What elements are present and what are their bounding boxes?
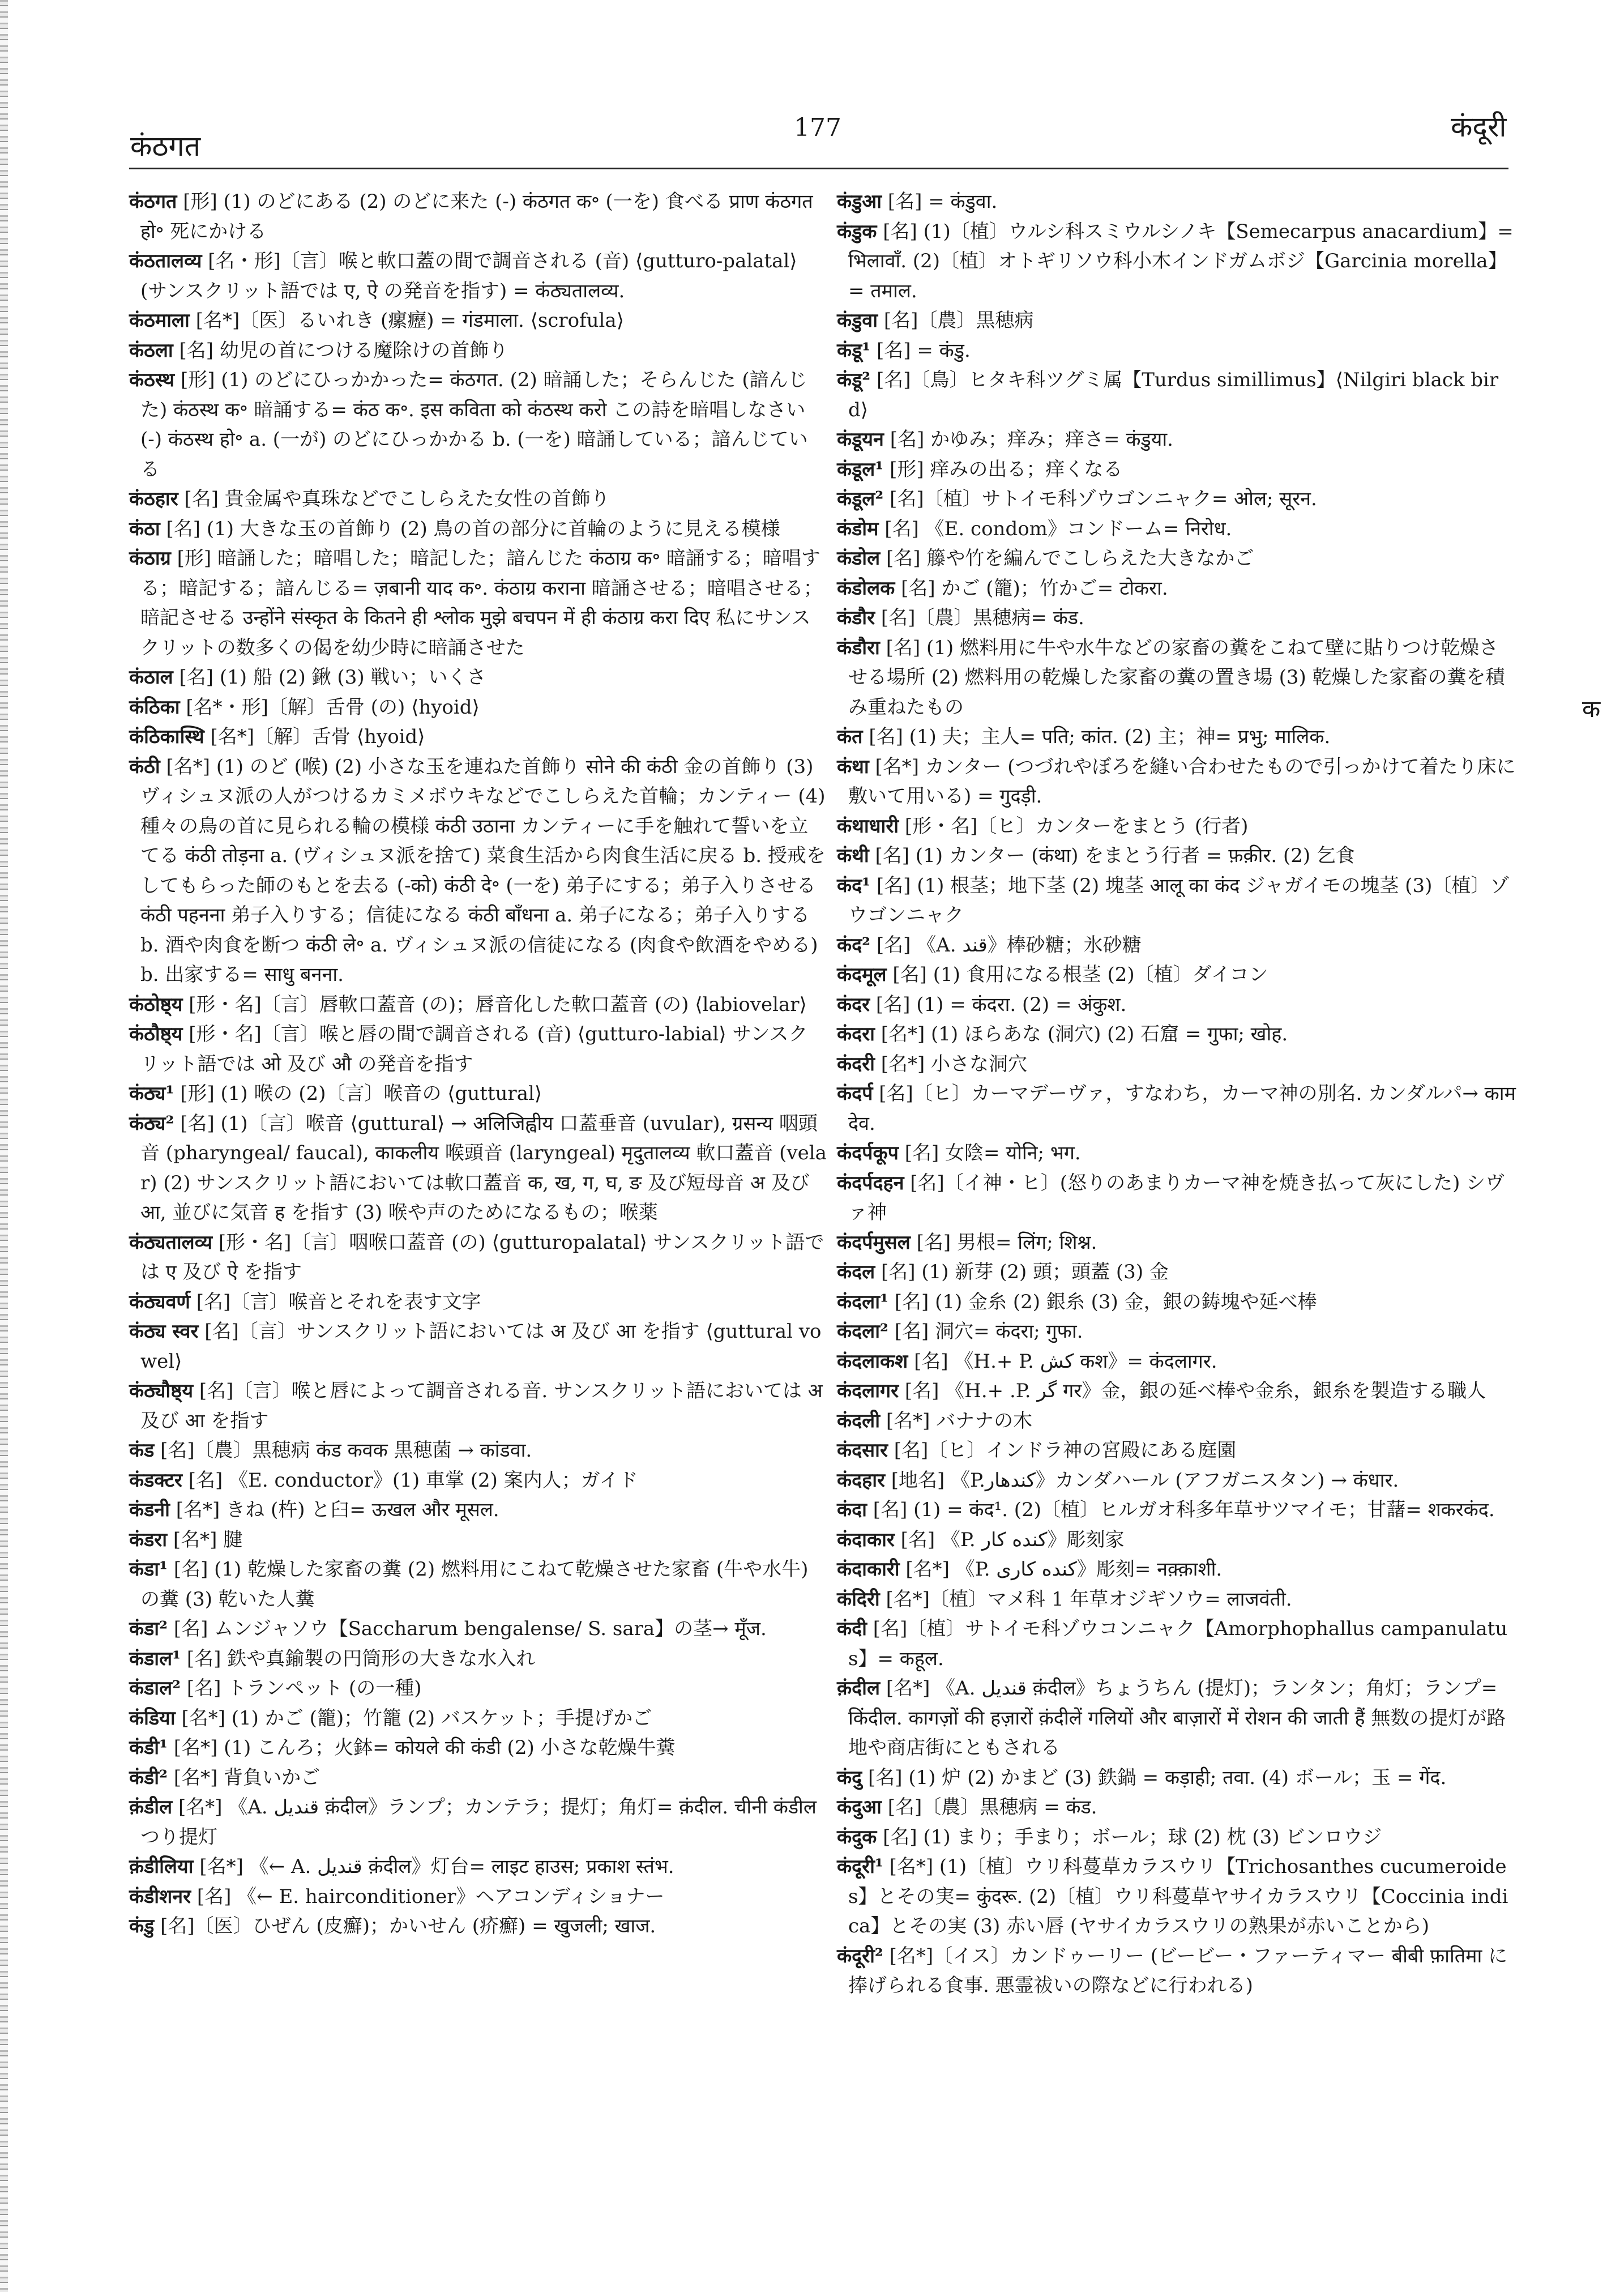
definition: [名] (1) 新芽 (2) 頭；頭蓋 (3) 金 (881, 1261, 1169, 1283)
definition: [名]〔言〕喉音とそれを表す文字 (196, 1290, 481, 1313)
definition: [名]〔農〕黒穂病 (883, 309, 1034, 332)
definition: [名] 《H.+ P. کش कश》= कंदलागर. (914, 1350, 1217, 1373)
definition: [名] (1) = कंद¹. (2)〔植〕ヒルガオ科多年草サツマイモ；甘藷= शकरकंद. (873, 1499, 1495, 1521)
dictionary-entry (837, 1436, 1516, 1466)
headword: कंत (837, 725, 863, 748)
headword: कंडुक (837, 220, 877, 243)
dictionary-entry (837, 306, 1516, 336)
headword: कंडी¹ (129, 1736, 168, 1759)
definition: [名] (1) 燃料用に牛や水牛などの家畜の糞をこねて壁に貼りつけ乾燥させる場所 (2) 燃料用の乾燥した家畜の糞の置き場 (3) 乾燥した家畜の糞を積み重ねたもの (848, 636, 1505, 719)
headword: कंडीशनर (129, 1885, 191, 1908)
headword: क़ंडील (129, 1796, 173, 1819)
definition: [名*] 小さな洞穴 (881, 1052, 1028, 1075)
dictionary-entry (129, 1555, 827, 1614)
headword: कंठस्थ (129, 369, 175, 391)
headword: कंदर्पमुसल (837, 1231, 911, 1254)
dictionary-entry (837, 1466, 1516, 1496)
dictionary-entry (837, 1376, 1516, 1406)
definition: [名] (1) 食用になる根茎 (2)〔植〕ダイコン (892, 963, 1268, 986)
definition: [名*] 腱 (173, 1528, 243, 1551)
definition: [名]〔植〕サトイモ科ゾウコンニャク【Amorphophallus campanulatus】= कहूल. (848, 1617, 1508, 1670)
definition: [形・名]〔言〕咽喉口蓋音 (の) ⟨gutturopalatal⟩ サンスクリット語では ए 及び ऐ を指す (140, 1231, 824, 1283)
headword: कंदुआ (837, 1796, 882, 1819)
definition: [名] 鉄や真鍮製の円筒形の大きな水入れ (186, 1647, 536, 1670)
headword: कंडू¹ (837, 339, 871, 362)
headword: कंथी (837, 844, 869, 867)
definition: [名] 《← E. hairconditioner》ヘアコンディショナー (196, 1885, 665, 1908)
dictionary-entry (837, 752, 1516, 812)
dictionary-entry (837, 1792, 1516, 1822)
headword: कंडौर (837, 607, 875, 629)
dictionary-entry (837, 425, 1516, 455)
definition: [名]〔農〕黒穂病 कंड कवक 黒穂菌 → कांडवा. (160, 1439, 532, 1462)
dictionary-entry (837, 1585, 1516, 1615)
headword: कंठिकास्थि (129, 725, 204, 748)
headword: कंठहार (129, 488, 178, 510)
definition: [名] (1) 乾燥した家畜の糞 (2) 燃料用にこねて乾燥させた家畜 (牛や水牛) の糞 (3) 乾いた人糞 (140, 1558, 809, 1611)
definition: [名*] (1)〔植〕ウリ科蔓草カラスウリ【Trichosanthes cucumeroides】とその実= कुंदरू. (2)〔植〕ウリ科蔓草ヤサイカラスウリ【Coccinia indica】とその実 (3) 赤い唇 (ヤサイカラスウリの熟果が赤いことから) (848, 1855, 1508, 1937)
headword: कंठी (129, 755, 160, 778)
headword: कंथा (837, 755, 869, 778)
definition: [名] (1) カンター (कंथा) をまとう行者 = फ़क़ीर. (2) 乞食 (875, 844, 1355, 867)
dictionary-entry (129, 514, 827, 544)
headword: कंठगत (129, 190, 177, 213)
dictionary-entry (837, 187, 1516, 217)
dictionary-entry (129, 1109, 827, 1228)
definition: [名*] (1) ほらあな (洞穴) (2) 石窟 = गुफा; खोह. (881, 1023, 1288, 1045)
headword: कंडाल² (129, 1677, 181, 1700)
headword: कंडोम (837, 517, 879, 540)
headword: कंदलागर (837, 1380, 899, 1402)
definition: [名] (1) 船 (2) 鍬 (3) 戦い；いくさ (179, 666, 486, 689)
dictionary-entry (837, 217, 1516, 306)
definition: [名*]〔イス〕カンドゥーリー (ビービー・ファーティマー बीबी फ़ातिमा に捧げられる食事. 悪霊祓いの際などに行われる) (848, 1944, 1508, 1997)
definition: [名*] 《← A. قنديل क़ंदील》灯台= लाइट हाउस; प्रकाश स्तंभ. (199, 1855, 674, 1878)
headword: कंदलाकश (837, 1350, 908, 1373)
definition: [名] (1) = कंदरा. (2) = अंकुश. (875, 993, 1127, 1016)
dictionary-entry (129, 1287, 827, 1317)
dictionary-entry (129, 663, 827, 693)
headword: कंदर (837, 993, 870, 1016)
headword: कंडूल² (837, 488, 884, 510)
dictionary-entry (837, 1852, 1516, 1941)
definition: [名] ムンジャソウ【Saccharum bengalense/ S. sara】の茎→ मूँज. (173, 1617, 767, 1640)
definition: [名]〔ヒ〕インドラ神の宮殿にある庭園 (894, 1439, 1237, 1462)
dictionary-entry (837, 1138, 1516, 1168)
dictionary-entry (837, 931, 1516, 961)
dictionary-entry (129, 1792, 827, 1852)
headword: कंठ्य स्वर (129, 1320, 199, 1343)
dictionary-entry (837, 1525, 1516, 1555)
definition: [名]〔農〕黒穂病= कंड. (881, 607, 1084, 629)
dictionary-entry (129, 1674, 827, 1704)
headword: कंठोष्ठ्य (129, 993, 183, 1016)
header-rule (129, 168, 1508, 169)
dictionary-entry (129, 544, 827, 663)
definition: [名]〔ヒ〕カーマデーヴァ，すなわち，カーマ神の別名. カンダルパ→ कामदेव. (848, 1082, 1516, 1135)
headword: कंथाधारी (837, 814, 899, 838)
definition: [名] 《E. conductor》(1) 車掌 (2) 案内人；ガイド (188, 1469, 638, 1492)
headword: कंडौरा (837, 636, 880, 659)
dictionary-entry (837, 871, 1516, 931)
definition: [名] = कंडुवा. (887, 190, 998, 213)
headword: कंडोल (837, 547, 881, 570)
dictionary-entry (837, 455, 1516, 485)
headword: कंडनी (129, 1499, 170, 1521)
dictionary-entry (129, 1852, 827, 1882)
headword: क़ंडीलिया (129, 1855, 194, 1878)
definition: [名] 洞穴= कंदरा; गुफा. (894, 1320, 1083, 1343)
headword: कंठ्य² (129, 1112, 174, 1135)
headword: कंडूयन (837, 428, 884, 451)
definition: [形・名]〔言〕唇軟口蓋音 (の)；唇音化した軟口蓋音 (の) ⟨labiovelar⟩ (189, 993, 807, 1016)
definition: [名*] (1) こんろ；火鉢= कोयले की कंडी (2) 小さな乾燥牛糞 (173, 1736, 676, 1759)
dictionary-entry (837, 1079, 1516, 1138)
dictionary-entry (837, 1941, 1516, 2001)
headword: कंडी² (129, 1766, 168, 1789)
headword: कंदर्प (837, 1082, 873, 1105)
definition: [名] トランペット (の一種) (186, 1677, 422, 1700)
headword: कंडूल¹ (837, 458, 884, 481)
headword: कंदूरी² (837, 1944, 883, 1967)
definition: [名*] カンター (つづれやぼろを縫い合わせたもので引っかけて着たり床に敷いて用いる) = गुदड़ी. (848, 755, 1516, 808)
headword: कंडुआ (837, 190, 882, 213)
definition: [名] 女陰= योनि; भग. (904, 1142, 1081, 1164)
headword: कंठिका (129, 695, 180, 719)
headword: कंडु (129, 1915, 155, 1937)
definition: [名*] 《A. قنديل क़ंदील》ランプ；カンテラ；提灯；角灯= क़ंदील. चीनी कंडील つり提灯 (140, 1796, 817, 1849)
definition: [名*] きね (杵) と臼= ऊखल और मूसल. (176, 1499, 499, 1521)
dictionary-entry (837, 574, 1516, 604)
definition: [名] (1) 炉 (2) かまど (3) 鉄鍋 = कड़ाही; तवा. (4) ボール；玉 = गेंद. (867, 1766, 1447, 1789)
definition: [名*] 《A. قنديل क़ंदील》ちょうちん (提灯)；ランタン；角灯；ランプ= किंदील. कागज़ों की हज़ारों क़ंदीलें गलियों और बाज़ारों में रोशन की जाती हैं 無数の提灯が路地や商店街にともされる (848, 1677, 1506, 1759)
definition: [名*] バナナの木 (886, 1409, 1033, 1432)
dictionary-entry (837, 812, 1516, 842)
definition: [名] (1)〔言〕喉音 ⟨guttural⟩ → अलिजिह्वीय 口蓋垂音 (uvular), ग्रसन्य 咽頭音 (pharyngeal/ faucal), काकलीय 喉頭音 (laryngeal) मृदुतालव्य 軟口蓋音 (velar) (2) サンスクリット語においては軟口蓋音 क, ख, ग, घ, ङ 及び短母音 अ 及び आ, 並びに気音 ह を指す (3) 喉や声のためになるもの；喉薬 (140, 1112, 827, 1224)
headword: कंदुक (837, 1825, 877, 1849)
definition: [名*] (1) かご (籠)；竹籠 (2) バスケット；手提げかご (181, 1706, 652, 1730)
definition: [名・形]〔言〕喉と軟口蓋の間で調音される (音) ⟨gutturo-palatal⟩ (サンスクリット語では ए, ऐ の発音を指す) = कंठ्यतालव्य. (140, 250, 797, 302)
headword: कंठाग्र (129, 547, 171, 570)
definition: [名] 《A. قند》棒砂糖；氷砂糖 (876, 933, 1142, 957)
dictionary-entry (129, 1644, 827, 1674)
definition: [名] = कंडु. (877, 339, 971, 362)
headword: कंदर्पदहन (837, 1171, 904, 1194)
dictionary-entry (837, 1495, 1516, 1525)
headword: कंदरी (837, 1052, 875, 1075)
running-head-right: कंदूरी (1451, 110, 1507, 143)
headword: कंडा² (129, 1617, 168, 1640)
dictionary-entry (129, 722, 827, 752)
definition: [形] 痒みの出る；痒くなる (890, 458, 1123, 481)
dictionary-entry (837, 603, 1516, 633)
headword: कंठौष्ठ्य (129, 1023, 183, 1045)
dictionary-entry (129, 336, 827, 366)
dictionary-entry (129, 187, 827, 246)
headword: कंठ्यतालव्य (129, 1231, 213, 1254)
dictionary-entry (129, 1614, 827, 1644)
dictionary-entry (837, 960, 1516, 990)
dictionary-entry (837, 1763, 1516, 1793)
definition: [名*]〔植〕マメ科 1 年草オジギソウ= लाजवंती. (886, 1587, 1292, 1611)
dictionary-entry (837, 544, 1516, 574)
headword: कंदला² (837, 1320, 888, 1343)
headword: कंडाल¹ (129, 1647, 181, 1670)
dictionary-entry (837, 1822, 1516, 1853)
headword: कंद¹ (837, 874, 871, 897)
headword: कंदाकारी (837, 1558, 900, 1581)
definition: [形・名]〔ヒ〕カンターをまとう (行者) (904, 814, 1249, 838)
definition: [名] かゆみ；痒み；痒さ= कंडुया. (890, 428, 1173, 451)
headword: कंठला (129, 339, 173, 362)
dictionary-entry (129, 1495, 827, 1525)
definition: [名] 幼児の首につける魔除けの首飾り (179, 339, 508, 362)
definition: [名*] 《P. کنده کاری》彫刻= नक़्क़ाशी. (905, 1558, 1223, 1581)
headword: कंठ्य¹ (129, 1082, 174, 1105)
headword: कंडरा (129, 1528, 168, 1551)
headword: कंदला¹ (837, 1290, 888, 1313)
headword: कंठ्यवर्ण (129, 1290, 190, 1313)
definition: [名] (1) 夫；主人= पति; कांत. (2) 主；神= प्रभु; मालिक. (869, 725, 1331, 748)
headword: कंदा (837, 1499, 867, 1521)
headword: कंदाकार (837, 1528, 895, 1551)
headword: कंद² (837, 933, 871, 957)
definition: [名] 《H.+ .P. گر गर》金，銀の延べ棒や金糸，銀糸を製造する職人 (904, 1380, 1486, 1402)
dictionary-entry (129, 1882, 827, 1912)
dictionary-entry (129, 1376, 827, 1436)
headword: कंदली (837, 1409, 881, 1432)
definition: [名] (1) まり；手まり；ボール；球 (2) 枕 (3) ビンロウジ (883, 1825, 1382, 1849)
headword: कंदिरी (837, 1587, 880, 1611)
definition: [名] (1) 根茎；地下茎 (2) 塊茎 आलू का कंद ジャガイモの塊茎 (3)〔植〕ゾウゴンニャク (848, 874, 1510, 927)
dictionary-entry (837, 1674, 1516, 1763)
definition: [名]〔鳥〕ヒタキ科ツグミ属【Turdus simillimus】⟨Nilgiri black bird⟩ (848, 369, 1499, 421)
definition: [名*]〔医〕るいれき (瘰癧) = गंडमाला. ⟨scrofula⟩ (195, 309, 624, 332)
definition: [名] 籐や竹を編んでこしらえた大きなかご (886, 547, 1254, 570)
headword: कंदु (837, 1766, 862, 1789)
headword: कंदल (837, 1261, 875, 1283)
definition: [名*] (1) のど (喉) (2) 小さな玉を連ねた首飾り सोने की कंठी 金の首飾り (3) ヴィシュヌ派の人がつけるカミメボウキなどでこしらえた首輪；カンティー (4) 種々の鳥の首に見られる輪の模様 कंठी उठाना カンティーに手を触れて誓いを立てる कंठी तोड़ना a. (ヴィシュヌ派を捨て) 菜食生活から肉食生活に戻る b. 授戒をしてもらった師のもとを去る (-को) कंठी दे॰ (一を) 弟子にする；弟子入りさせる कंठी पहनना 弟子入りする；信徒になる कंठी बाँधना a. 弟子になる；弟子入りする b. 酒や肉食を断つ कंठी ले॰ a. ヴィシュヌ派の信徒になる (肉食や飲酒をやめる) b. 出家する= साधु बनना. (140, 755, 826, 986)
dictionary-entry (837, 1614, 1516, 1674)
dictionary-entry (129, 693, 827, 723)
dictionary-entry (129, 484, 827, 514)
headword: कंठा (129, 517, 160, 540)
dictionary-entry (837, 1168, 1516, 1228)
headword: कंदरा (837, 1023, 875, 1045)
definition: [名] 《P. کنده کار》彫刻家 (900, 1528, 1125, 1551)
definition: [名*・形]〔解〕舌骨 (の) ⟨hyoid⟩ (186, 695, 480, 719)
definition: [名*] 背負いかご (173, 1766, 320, 1789)
running-head-left: कंठगत (130, 130, 201, 163)
definition: [形] (1) のどにひっかかった= कंठगत. (2) 暗誦した；そらんじた (諳んじた) कंठस्थ क॰ 暗誦する= कंठ क॰. इस कविता को कंठस्थ करो この詩を暗唱しなさい (-) कंठस्थ हो॰ a. (一が) のどにひっかかる b. (一を) 暗誦している；諳んじている (140, 369, 808, 481)
dictionary-entry (129, 752, 827, 990)
headword: कंडुवा (837, 309, 878, 332)
dictionary-entry (837, 1406, 1516, 1436)
headword: कंडा¹ (129, 1558, 168, 1581)
headword: कंदूरी¹ (837, 1855, 883, 1878)
headword: कंडिया (129, 1706, 176, 1730)
definition: [名] 貴金属や真珠などでこしらえた女性の首飾り (184, 488, 610, 510)
headword: कंठ्यौष्ठ्य (129, 1380, 194, 1402)
headword: कंठतालव्य (129, 250, 202, 272)
headword: कंड (129, 1439, 155, 1462)
dictionary-entry (837, 1347, 1516, 1377)
dictionary-entry (837, 1049, 1516, 1079)
dictionary-entry (837, 1555, 1516, 1585)
dictionary-entry (837, 841, 1516, 871)
definition: [名]〔言〕喉と唇によって調音される音. サンスクリット語においては अ 及び आ を指す (140, 1380, 823, 1432)
dictionary-entry (129, 1733, 827, 1763)
dictionary-entry (129, 1704, 827, 1734)
dictionary-entry (837, 1287, 1516, 1317)
headword: क़ंदील (837, 1677, 881, 1700)
right-column (837, 187, 1516, 2001)
dictionary-entry (837, 1019, 1516, 1049)
headword: कंडोलक (837, 577, 895, 600)
thumb-index-letter: क (1582, 695, 1601, 723)
definition: [名] かご (籠)；竹かご= टोकरा. (901, 577, 1168, 600)
headword: कंदर्पकूप (837, 1142, 899, 1164)
definition: [名]〔植〕サトイモ科ゾウゴンニャク= ओल; सूरन. (890, 488, 1317, 510)
definition: [名*]〔解〕舌骨 ⟨hyoid⟩ (210, 725, 425, 748)
definition: [形] (1) のどにある (2) のどに来た (-) कंठगत क॰ (一を) 食べる प्राण कंठगत हो॰ 死にかける (140, 190, 813, 243)
dictionary-entry (837, 1317, 1516, 1347)
definition: [形] 暗誦した；暗唱した；暗記した；諳んじた कंठाग्र क॰ 暗誦する；暗唱する；暗記する；諳んじる= ज़बानी याद क॰. कंठाग्र कराना 暗誦させる；暗唱させる；暗記させる उन्होंने संस्कृत के कितने ही श्लोक मुझे बचपन में ही कंठाग्र करा दिए 私にサンスクリットの数多くの偈を幼少時に暗誦させた (140, 547, 823, 659)
dictionary-entry (129, 365, 827, 484)
dictionary-entry (129, 1079, 827, 1109)
dictionary-entry (129, 1228, 827, 1287)
headword: कंदमूल (837, 963, 887, 986)
dictionary-entry (129, 1763, 827, 1793)
dictionary-entry (129, 246, 827, 306)
definition: [形] (1) 喉の (2)〔言〕喉音の ⟨guttural⟩ (180, 1082, 542, 1105)
headword: कंठाल (129, 666, 173, 689)
definition: [名] (1)〔植〕ウルシ科スミウルシノキ【Semecarpus anacardium】= भिलावाँ. (2)〔植〕オトギリソウ科小木インドガムボジ【Garcinia morella】= तमाल. (848, 220, 1514, 302)
dictionary-entry (837, 990, 1516, 1020)
left-column (129, 187, 827, 1941)
headword: कंडक्टर (129, 1469, 182, 1492)
dictionary-entry (129, 1525, 827, 1555)
dictionary-entry (129, 1019, 827, 1079)
definition: [形・名]〔言〕喉と唇の間で調音される (音) ⟨gutturo-labial⟩ サンスクリット語では ओ 及び औ の発音を指す (140, 1023, 808, 1075)
dictionary-entry (837, 722, 1516, 752)
definition: [名]〔言〕サンスクリット語においては अ 及び आ を指す ⟨guttural vowel⟩ (140, 1320, 822, 1373)
definition: [名] (1) 大きな玉の首飾り (2) 鳥の首の部分に首輪のように見える模様 (166, 517, 780, 540)
dictionary-entry (837, 336, 1516, 366)
definition: [名] 《E. condom》コンドーム= निरोध. (884, 517, 1232, 540)
definition: [地名] 《P.کندهار》カンダハール (アフガニスタン) → कंधार. (891, 1469, 1399, 1492)
dictionary-entry (129, 1317, 827, 1376)
dictionary-entry (129, 990, 827, 1020)
dictionary-entry (129, 306, 827, 336)
dictionary-entry (837, 1257, 1516, 1287)
scan-edge (0, 0, 8, 2292)
headword: कंदहार (837, 1469, 885, 1492)
definition: [名] 男根= लिंग; शिश्न. (916, 1231, 1097, 1254)
definition: [名]〔農〕黒穂病 = कंड. (887, 1796, 1097, 1819)
definition: [名] (1) 金糸 (2) 銀糸 (3) 金，銀の鋳塊や延べ棒 (894, 1290, 1317, 1313)
dictionary-entry (837, 365, 1516, 425)
dictionary-entry (129, 1911, 827, 1941)
headword: कंदी (837, 1617, 867, 1640)
definition: [名]〔イ神・ヒ〕(怒りのあまりカーマ神を焼き払って灰にした) シヴァ神 (848, 1171, 1505, 1224)
dictionary-entry (837, 1228, 1516, 1258)
headword: कंडू² (837, 369, 871, 391)
definition: [名]〔医〕ひぜん (皮癬)；かいせん (疥癬) = खुजली; खाज. (160, 1915, 656, 1937)
page-number: 177 (794, 113, 841, 142)
dictionary-entry (837, 633, 1516, 723)
dictionary-entry (837, 484, 1516, 514)
headword: कंठमाला (129, 309, 190, 332)
headword: कंदसार (837, 1439, 888, 1462)
dictionary-entry (129, 1466, 827, 1496)
dictionary-entry (129, 1436, 827, 1466)
dictionary-entry (837, 514, 1516, 544)
